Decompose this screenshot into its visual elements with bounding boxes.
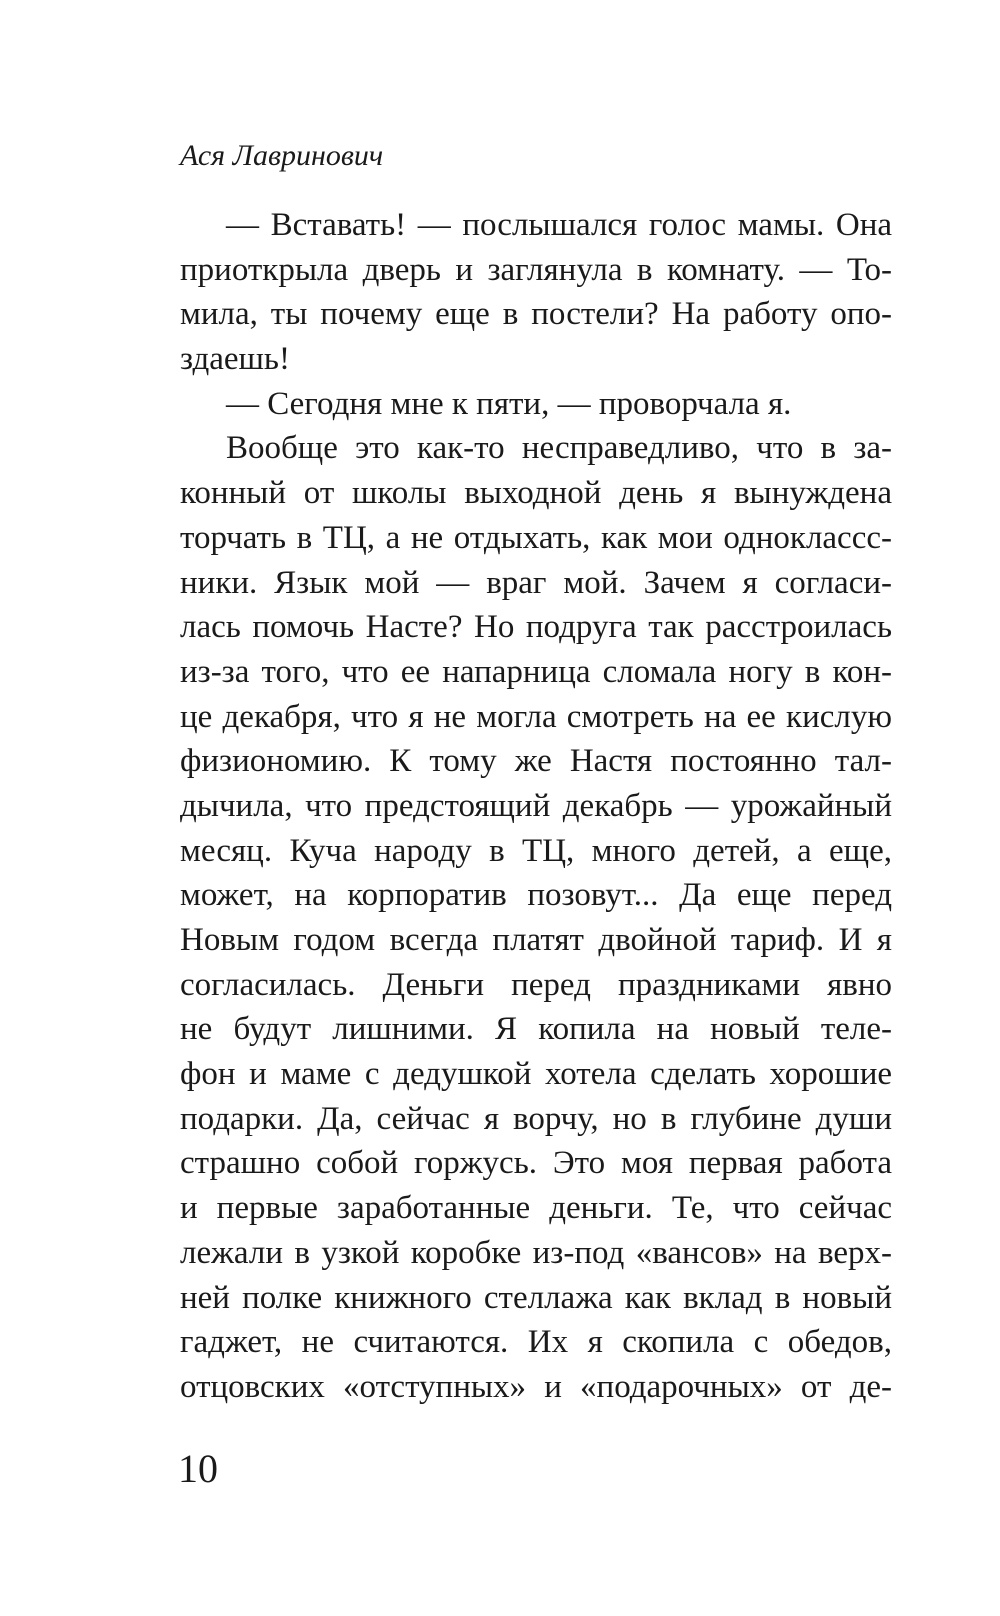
body-text	[180, 203, 892, 1410]
text-line: дычила, что предстоящий декабрь — урожайный	[180, 787, 892, 824]
text-line: — Вставать! — послышался голос мамы. Она	[226, 207, 892, 243]
text-line: мила, ты почему еще в постели? На работу опо-	[180, 296, 892, 333]
text-line: торчать в ТЦ, а не отдыхать, как мои одноклассс-	[180, 519, 892, 556]
text-line: согласилась. Деньги перед праздниками явно	[180, 966, 892, 1003]
text-line: фон и маме с дедушкой хотела сделать хорошие	[180, 1056, 892, 1093]
text-line: страшно собой горжусь. Это моя первая работа	[180, 1145, 892, 1182]
page-number: 10	[178, 1446, 218, 1491]
text-line: ней полке книжного стеллажа как вклад в новый	[180, 1279, 892, 1316]
text-line: гаджет, не считаются. Их я скопила с обедов,	[180, 1324, 892, 1361]
text-line: ники. Язык мой — враг мой. Зачем я согласи-	[180, 564, 892, 601]
text-line: подарки. Да, сейчас я ворчу, но в глубине души	[180, 1100, 892, 1137]
text-line: не будут лишними. Я копила на новый теле-	[180, 1011, 892, 1048]
text-line: отцовских «отступных» и «подарочных» от де-	[180, 1368, 892, 1405]
running-head-author: Ася Лавринович	[180, 139, 384, 172]
text-line: це декабря, что я не могла смотреть на ее кислую	[180, 698, 892, 735]
text-line: может, на корпоратив позовут... Да еще перед	[180, 877, 892, 914]
text-line: физиономию. К тому же Настя постоянно тал-	[180, 743, 892, 780]
text-line: из-за того, что ее напарница сломала ногу в кон-	[180, 653, 892, 690]
text-line: и первые заработанные деньги. Те, что сейчас	[180, 1190, 892, 1227]
text-line: лежали в узкой коробке из-под «вансов» на верх-	[180, 1234, 892, 1271]
text-line: Вообще это как-то несправедливо, что в за-	[226, 430, 892, 467]
text-line: конный от школы выходной день я вынуждена	[180, 475, 892, 512]
text-line: месяц. Куча народу в ТЦ, много детей, а еще,	[180, 832, 892, 869]
text-line: Новым годом всегда платят двойной тариф. И я	[180, 922, 892, 958]
text-line: лась помочь Насте? Но подруга так расстроилась	[180, 609, 892, 646]
text-line: приоткрыла дверь и заглянула в комнату. — То-	[180, 251, 892, 288]
text-line: здаешь!	[180, 341, 290, 378]
text-line: — Сегодня мне к пяти, — проворчала я.	[226, 385, 792, 422]
